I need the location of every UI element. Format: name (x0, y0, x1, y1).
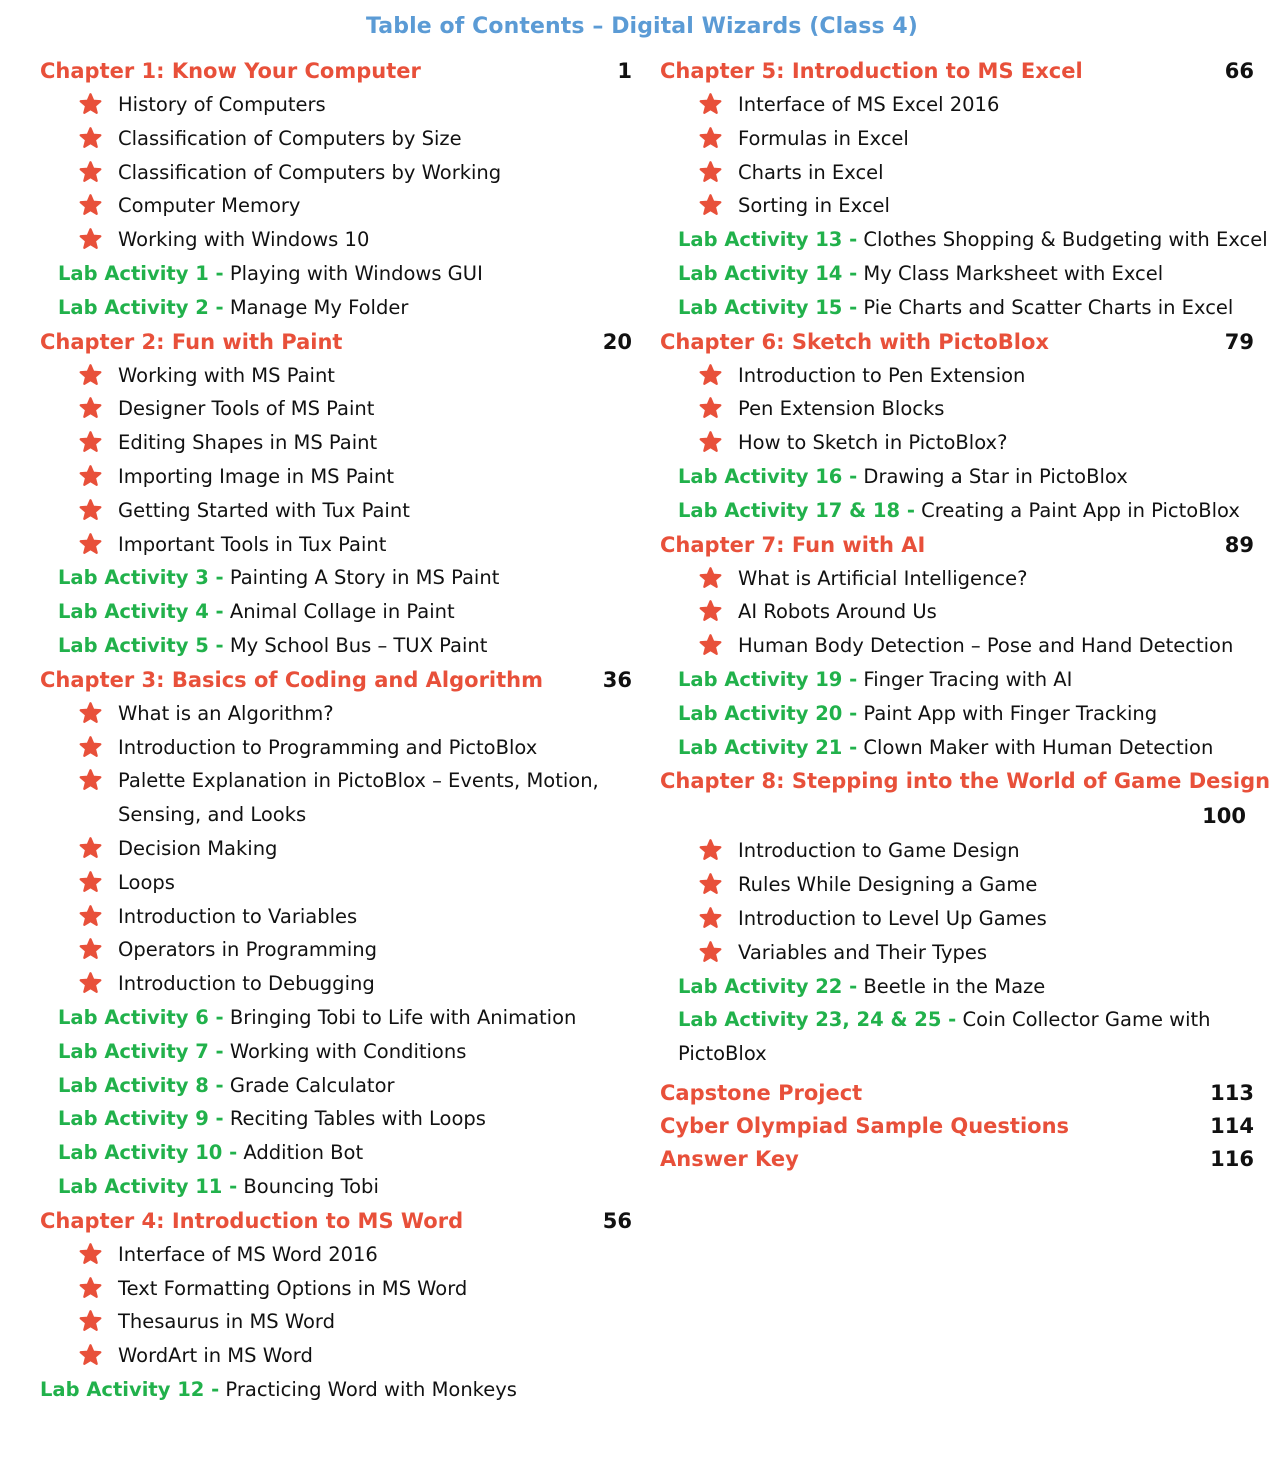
lab-activity-label: Lab Activity 1 - (58, 261, 224, 285)
topic-item[interactable] (660, 595, 1256, 629)
lab-activity-label: Lab Activity 9 - (58, 1107, 224, 1131)
toc-column-left (40, 54, 634, 1407)
star-bullet-icon (78, 937, 103, 962)
chapter-title: Chapter 1: Know Your Computer (40, 59, 421, 83)
star-bullet-icon (78, 768, 103, 793)
lab-activity-text: My Class Marksheet with Excel (857, 261, 1164, 285)
topic-item[interactable] (40, 122, 634, 156)
topic-text: Introduction to Variables (118, 904, 358, 928)
lab-activity-item[interactable] (660, 663, 1256, 697)
topic-text: Computer Memory (118, 194, 301, 218)
topic-item[interactable] (660, 156, 1256, 190)
star-bullet-icon (78, 1242, 103, 1267)
chapter-title: Chapter 5: Introduction to MS Excel (660, 59, 1083, 83)
topic-item[interactable] (40, 1272, 634, 1306)
star-bullet-icon (78, 126, 103, 151)
lab-activity-item[interactable] (40, 1102, 634, 1136)
topic-text: Operators in Programming (118, 938, 378, 962)
topic-text: Introduction to Debugging (118, 972, 375, 996)
topic-text: Introduction to Level Up Games (738, 906, 1047, 930)
lab-activity-text: Creating a Paint App in PictoBlox (914, 498, 1240, 522)
lab-activity-label: Lab Activity 5 - (58, 633, 224, 657)
lab-activity-text: Clothes Shopping & Budgeting with Excel (857, 228, 1268, 252)
lab-activity-text: Painting A Story in MS Paint (223, 566, 500, 590)
lab-activity-item[interactable] (40, 1035, 634, 1069)
topic-text: Classification of Computers by Size (118, 126, 462, 150)
lab-activity-text: Playing with Windows GUI (223, 261, 483, 285)
lab-activity-label: Lab Activity 4 - (58, 600, 224, 624)
star-bullet-icon (698, 633, 723, 658)
lab-activity-text: Finger Tracing with AI (857, 667, 1073, 691)
topic-item[interactable] (40, 494, 634, 528)
lab-activity-text: Clown Maker with Human Detection (857, 735, 1214, 759)
lab-activity-text: Animal Collage in Paint (223, 600, 455, 624)
topic-item[interactable] (40, 392, 634, 426)
lab-activity-item[interactable] (40, 1001, 634, 1035)
topic-item[interactable] (660, 902, 1256, 936)
star-bullet-icon (78, 464, 103, 489)
lab-activity-item[interactable] (660, 460, 1256, 494)
topic-item[interactable] (40, 359, 634, 393)
chapter-heading[interactable] (660, 764, 1271, 834)
topic-text: Charts in Excel (738, 160, 884, 184)
topic-text: Introduction to Programming and PictoBlox (118, 735, 538, 759)
star-bullet-icon (78, 430, 103, 455)
topic-item[interactable] (40, 426, 634, 460)
star-bullet-icon (78, 904, 103, 929)
star-bullet-icon (698, 566, 723, 591)
topic-item[interactable] (40, 764, 634, 832)
lab-activity-label: Lab Activity 22 - (678, 974, 858, 998)
chapter-page-number: 56 (602, 1208, 632, 1233)
topic-text: Decision Making (118, 836, 278, 860)
topic-item[interactable] (40, 1238, 634, 1272)
lab-activity-text: Bouncing Tobi (237, 1174, 379, 1198)
lab-activity-text: Reciting Tables with Loops (223, 1107, 486, 1131)
topic-item[interactable] (660, 392, 1256, 426)
extra-section-title: Capstone Project (660, 1080, 863, 1105)
lab-activity-label: Lab Activity 16 - (678, 464, 858, 488)
chapter-title: Chapter 8: Stepping into the World of Game Design (660, 769, 1271, 794)
topic-text: Interface of MS Word 2016 (118, 1242, 378, 1266)
lab-activity-text: Working with Conditions (223, 1039, 467, 1063)
star-bullet-icon (78, 1276, 103, 1301)
topic-text: Formulas in Excel (738, 126, 909, 150)
topic-item[interactable] (660, 122, 1256, 156)
star-bullet-icon (698, 396, 723, 421)
topic-item[interactable] (40, 731, 634, 765)
topic-item[interactable] (660, 562, 1256, 596)
star-bullet-icon (698, 193, 723, 218)
lab-activity-item[interactable] (660, 494, 1256, 528)
chapter-title: Chapter 2: Fun with Paint (40, 329, 343, 354)
chapter-page-number: 66 (1224, 59, 1254, 83)
lab-activity-label: Lab Activity 10 - (58, 1141, 238, 1165)
lab-activity-label: Lab Activity 6 - (58, 1005, 224, 1029)
topic-text: AI Robots Around Us (738, 600, 937, 624)
lab-activity-item[interactable] (40, 595, 634, 629)
topic-text: What is an Algorithm? (118, 701, 334, 725)
chapter-title: Chapter 3: Basics of Coding and Algorithm (40, 667, 544, 692)
star-bullet-icon (78, 735, 103, 760)
lab-activity-text: Pie Charts and Scatter Charts in Excel (857, 295, 1234, 319)
extra-section-entry[interactable] (660, 1110, 1256, 1143)
topic-item[interactable] (660, 88, 1256, 122)
topic-item[interactable] (660, 868, 1256, 902)
topic-text: Human Body Detection – Pose and Hand Detection (738, 634, 1234, 658)
topic-item[interactable] (40, 967, 634, 1001)
star-bullet-icon (78, 1343, 103, 1368)
star-bullet-icon (78, 870, 103, 895)
lab-activity-label: Lab Activity 11 - (58, 1174, 238, 1198)
lab-activity-label: Lab Activity 2 - (58, 295, 224, 319)
lab-activity-item[interactable] (40, 629, 634, 663)
topic-text: Working with Windows 10 (118, 228, 370, 252)
star-bullet-icon (698, 92, 723, 117)
topic-text: Introduction to Pen Extension (738, 363, 1026, 387)
chapter-page-number: 89 (1224, 532, 1254, 557)
chapter-page-number: 1 (617, 59, 632, 83)
lab-activity-item[interactable] (40, 1373, 634, 1407)
star-bullet-icon (78, 193, 103, 218)
topic-item[interactable] (660, 189, 1256, 223)
lab-activity-label: Lab Activity 7 - (58, 1039, 224, 1063)
lab-activity-item[interactable] (40, 257, 634, 291)
lab-activity-label: Lab Activity 14 - (678, 261, 858, 285)
topic-item[interactable] (40, 1305, 634, 1339)
lab-activity-label: Lab Activity 12 - (40, 1377, 220, 1401)
chapter-heading[interactable] (40, 663, 634, 697)
topic-text: Classification of Computers by Working (118, 160, 502, 184)
topic-text: How to Sketch in PictoBlox? (738, 431, 1008, 455)
star-bullet-icon (78, 498, 103, 523)
chapter-title: Chapter 7: Fun with AI (660, 532, 926, 557)
lab-activity-label: Lab Activity 8 - (58, 1073, 224, 1097)
star-bullet-icon (78, 160, 103, 185)
topic-item[interactable] (40, 156, 634, 190)
chapter-heading[interactable] (40, 54, 634, 88)
topic-item[interactable] (40, 189, 634, 223)
topic-item[interactable] (40, 933, 634, 967)
topic-text: WordArt in MS Word (118, 1344, 313, 1368)
lab-activity-text: Grade Calculator (223, 1073, 395, 1097)
lab-activity-text: Bringing Tobi to Life with Animation (223, 1005, 577, 1029)
topic-item[interactable] (660, 629, 1256, 663)
star-bullet-icon (698, 160, 723, 185)
star-bullet-icon (698, 838, 723, 863)
chapter-heading[interactable] (40, 325, 634, 359)
topic-text: Important Tools in Tux Paint (118, 532, 387, 556)
topic-item[interactable] (660, 834, 1256, 868)
chapter-heading[interactable] (40, 1204, 634, 1238)
star-bullet-icon (78, 701, 103, 726)
topic-item[interactable] (660, 426, 1256, 460)
lab-activity-item[interactable] (660, 1003, 1256, 1071)
chapter-heading[interactable] (660, 528, 1256, 562)
lab-activity-item[interactable] (660, 970, 1256, 1004)
star-bullet-icon (78, 363, 103, 388)
lab-activity-item[interactable] (40, 1136, 634, 1170)
topic-text: Interface of MS Excel 2016 (738, 93, 1000, 116)
star-bullet-icon (78, 1309, 103, 1334)
chapter-title: Chapter 6: Sketch with PictoBlox (660, 329, 1049, 354)
lab-activity-item[interactable] (40, 1069, 634, 1103)
chapter-title: Chapter 4: Introduction to MS Word (40, 1208, 464, 1233)
lab-activity-item[interactable] (660, 697, 1256, 731)
lab-activity-text: Coin Collector Game with PictoBlox (678, 1008, 1211, 1066)
star-bullet-icon (698, 872, 723, 897)
chapter-page-number: 79 (1224, 329, 1254, 354)
star-bullet-icon (698, 126, 723, 151)
lab-activity-label: Lab Activity 13 - (678, 228, 858, 252)
extra-section-entry[interactable] (660, 1143, 1256, 1176)
star-bullet-icon (78, 396, 103, 421)
topic-item[interactable] (40, 866, 634, 900)
lab-activity-label: Lab Activity 21 - (678, 735, 858, 759)
chapter-heading[interactable] (660, 325, 1256, 359)
extra-section-page-number: 113 (1210, 1080, 1254, 1105)
star-bullet-icon (78, 836, 103, 861)
lab-activity-text: Manage My Folder (223, 295, 409, 319)
topic-text: Pen Extension Blocks (738, 397, 945, 421)
lab-activity-item[interactable] (660, 731, 1256, 765)
lab-activity-item[interactable] (660, 291, 1256, 325)
chapter-page-number: 100 (1202, 804, 1246, 829)
lab-activity-text: Beetle in the Maze (857, 974, 1046, 998)
star-bullet-icon (78, 532, 103, 557)
topic-text: Designer Tools of MS Paint (118, 397, 375, 421)
topic-text: Working with MS Paint (118, 363, 335, 387)
star-bullet-icon (698, 599, 723, 624)
lab-activity-item[interactable] (660, 223, 1268, 257)
chapter-page-number: 36 (602, 667, 632, 692)
topic-text: Getting Started with Tux Paint (118, 498, 410, 522)
star-bullet-icon (698, 940, 723, 965)
lab-activity-item[interactable] (40, 291, 634, 325)
topic-text: Text Formatting Options in MS Word (118, 1276, 468, 1300)
topic-item[interactable] (40, 223, 634, 257)
star-bullet-icon (78, 92, 103, 117)
topic-item[interactable] (40, 460, 634, 494)
topic-text: Introduction to Game Design (738, 839, 1020, 863)
lab-activity-item[interactable] (40, 1170, 634, 1204)
topic-item[interactable] (40, 900, 634, 934)
extra-section-page-number: 116 (1210, 1146, 1254, 1171)
topic-text: Sorting in Excel (738, 194, 890, 218)
lab-activity-text: Paint App with Finger Tracking (857, 701, 1158, 725)
topic-text: Loops (118, 870, 175, 894)
extra-section-title: Answer Key (660, 1146, 799, 1171)
topic-text: What is Artificial Intelligence? (738, 566, 1028, 590)
topic-item[interactable] (40, 1339, 634, 1373)
lab-activity-label: Lab Activity 15 - (678, 295, 858, 319)
topic-item[interactable] (660, 359, 1256, 393)
topic-text: Palette Explanation in PictoBlox – Events, Motion, Sensing, and Looks (118, 769, 599, 827)
lab-activity-text: My School Bus – TUX Paint (223, 633, 488, 657)
topic-item[interactable] (40, 832, 634, 866)
topic-item[interactable] (40, 528, 634, 562)
topic-item[interactable] (40, 88, 634, 122)
star-bullet-icon (698, 430, 723, 455)
topic-text: Variables and Their Types (738, 940, 988, 964)
lab-activity-label: Lab Activity 17 & 18 - (678, 498, 915, 522)
lab-activity-item[interactable] (660, 257, 1256, 291)
chapter-heading[interactable] (660, 54, 1256, 88)
extra-section-page-number: 114 (1210, 1113, 1254, 1138)
topic-text: Rules While Designing a Game (738, 873, 1038, 897)
topic-text: Thesaurus in MS Word (118, 1310, 335, 1334)
lab-activity-label: Lab Activity 23, 24 & 25 - (678, 1008, 957, 1032)
topic-item[interactable] (40, 697, 634, 731)
lab-activity-label: Lab Activity 20 - (678, 701, 858, 725)
lab-activity-label: Lab Activity 3 - (58, 566, 224, 590)
topic-item[interactable] (660, 936, 1256, 970)
lab-activity-text: Addition Bot (237, 1141, 364, 1165)
star-bullet-icon (78, 227, 103, 252)
lab-activity-item[interactable] (40, 561, 634, 595)
star-bullet-icon (698, 363, 723, 388)
lab-activity-text: Practicing Word with Monkeys (219, 1377, 517, 1401)
chapter-page-number: 20 (602, 329, 632, 354)
star-bullet-icon (698, 906, 723, 931)
lab-activity-label: Lab Activity 19 - (678, 667, 858, 691)
extra-section-title: Cyber Olympiad Sample Questions (660, 1113, 1070, 1138)
topic-text: History of Computers (118, 93, 326, 116)
lab-activity-text: Drawing a Star in PictoBlox (857, 464, 1128, 488)
extra-section-entry[interactable] (660, 1077, 1256, 1110)
toc-column-right (660, 54, 1271, 1176)
topic-text: Editing Shapes in MS Paint (118, 431, 378, 455)
topic-text: Importing Image in MS Paint (118, 464, 394, 488)
toc-title: Table of Contents – Digital Wizards (Class 4) (366, 14, 918, 39)
star-bullet-icon (78, 971, 103, 996)
